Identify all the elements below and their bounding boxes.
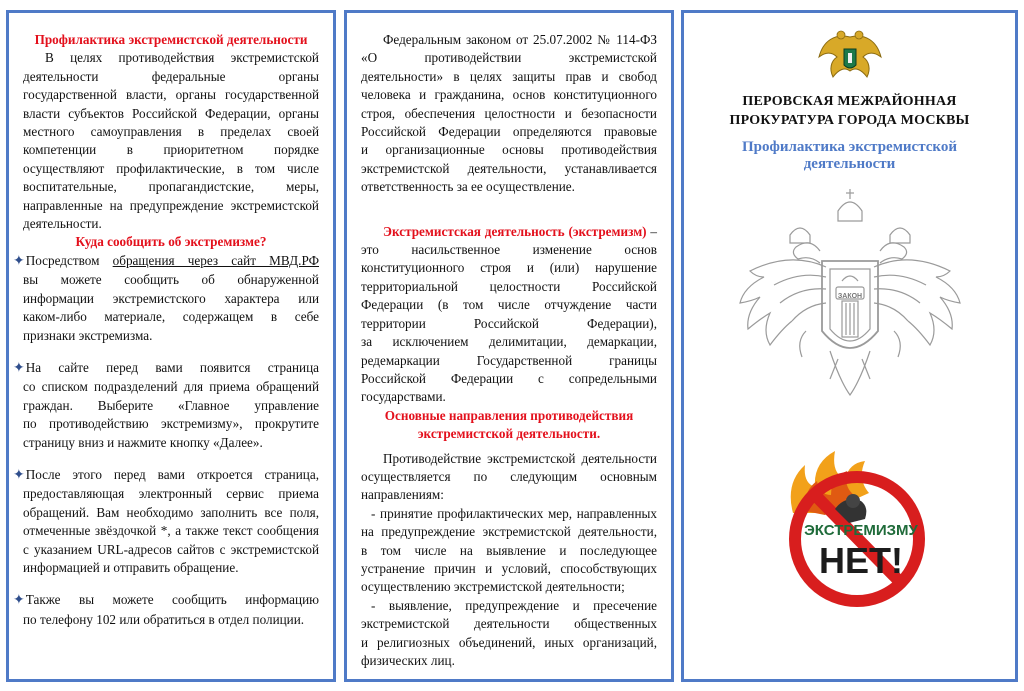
panel-left bbox=[6, 10, 336, 682]
shield-text: ЗАКОН bbox=[837, 293, 862, 300]
bullet-item bbox=[13, 591, 319, 629]
text-line: с указанием URL-адресов сайтов с экстремистской bbox=[23, 541, 319, 557]
text-line: экстремистской деятельности, устанавливается bbox=[361, 160, 657, 176]
text-line: территории Российской Федерации), bbox=[361, 315, 657, 331]
text-line: осуществлению экстремистской деятельности; bbox=[361, 579, 625, 595]
prosecutor-emblem-icon bbox=[815, 27, 885, 85]
text-line: направленные на предупреждение экстремистской bbox=[23, 197, 319, 213]
star-bullet-icon: ✦ bbox=[13, 253, 25, 269]
text-line: страницу вниз и нажмите кнопку «Далее». bbox=[23, 434, 263, 450]
text-line: предоставляющая электронный сервис приема bbox=[23, 486, 319, 502]
no-extremism-logo-icon bbox=[765, 443, 935, 613]
text-span: Посредством bbox=[25, 252, 113, 268]
bullet-item bbox=[13, 359, 319, 452]
text-line: по противодействию экстремизму», прокрутите bbox=[23, 416, 319, 432]
text-line: со списком подразделений для приема обращений bbox=[23, 379, 319, 395]
text-line: «О противодействии экстремистской bbox=[361, 50, 657, 66]
text-line: воспитательные, пропагандистские, меры, bbox=[23, 179, 319, 195]
panel-middle bbox=[344, 10, 674, 682]
star-bullet-icon: ✦ bbox=[13, 360, 25, 376]
law-paragraph bbox=[361, 31, 657, 197]
section-subtitle: Куда сообщить об экстремизме? bbox=[75, 234, 267, 250]
text-line: отмеченные звёздочкой *, а также текст сообщения bbox=[23, 523, 319, 539]
text-line: обращений. Вам необходимо заполнить все поля, bbox=[23, 504, 319, 520]
text-line: признаки экстремизма. bbox=[23, 327, 153, 343]
brochure-title-line-2: деятельности bbox=[803, 156, 896, 172]
text-line: Федерации (в том числе отчуждение части bbox=[361, 297, 657, 313]
logo-word-extremism: ЭКСТРЕМИЗМУ bbox=[803, 522, 918, 539]
text-line: государственной власти, органы государственной bbox=[23, 87, 319, 103]
definition-term: Экстремистская деятельность (экстремизм) bbox=[383, 223, 647, 239]
text-line: вы можете сообщить об обнаруженной bbox=[23, 272, 319, 288]
text-line: осуществляют профилактические, в том числе bbox=[23, 160, 319, 176]
text-line: - выявление, предупреждение и пресечение bbox=[371, 597, 657, 613]
text-line: каком-либо материале, содержащем в себе bbox=[23, 309, 319, 325]
text-line: территориальной целостности Российской bbox=[361, 278, 657, 294]
text-line: В целях противодействия экстремистской bbox=[45, 50, 319, 66]
text-line: местного самоуправления в пределах своей bbox=[23, 124, 319, 140]
text-line: строя, обеспечения целостности и безопасности bbox=[361, 105, 657, 121]
text-line: информации экстремистского характера или bbox=[23, 290, 319, 306]
star-bullet-icon: ✦ bbox=[13, 467, 25, 483]
text-line: физических лиц. bbox=[361, 653, 455, 668]
text-span: После этого перед вами откроется страница, bbox=[25, 466, 319, 482]
brochure-title-line-1: Профилактика экстремистской bbox=[741, 139, 958, 155]
text-line: на предупреждение экстремистской деятельности, bbox=[361, 524, 657, 540]
intro-paragraph bbox=[23, 49, 319, 233]
text-line: компетенции в приоритетном порядке bbox=[23, 142, 319, 158]
bullet-item bbox=[13, 252, 319, 345]
text-span: На сайте перед вами появится страница bbox=[25, 359, 319, 375]
text-line: устранение причин и условий, способствующих bbox=[361, 560, 657, 576]
text-line: и организационные основы противодействия bbox=[361, 142, 657, 158]
text-line: за исключением делимитации, демаркации, bbox=[361, 334, 657, 350]
text-line: конституционного строя и (или) нарушение bbox=[361, 260, 657, 276]
directions-title-line-1: Основные направления противодействия bbox=[384, 407, 634, 423]
text-line: государствами. bbox=[361, 389, 446, 405]
text-line: власти субъектов Российской Федерации, органы bbox=[23, 105, 319, 121]
text-line: направлениям: bbox=[361, 487, 444, 503]
text-line: это насильственное изменение основ bbox=[361, 242, 657, 258]
text-line: информацией и отправить обращение. bbox=[23, 559, 239, 575]
text-line: человека и гражданина, основ конституционного bbox=[361, 87, 657, 103]
text-line: - принятие профилактических мер, направленных bbox=[371, 505, 657, 521]
agency-name-line-1: ПЕРОВСКАЯ МЕЖРАЙОННАЯ bbox=[742, 94, 957, 109]
text-line: и религиозных объединений, иных организаций, bbox=[361, 634, 657, 650]
text-line: экстремистской деятельности общественных bbox=[361, 616, 657, 632]
text-line: Федеральным законом от 25.07.2002 № 114-ФЗ bbox=[383, 32, 657, 47]
agency-name-line-2: ПРОКУРАТУРА ГОРОДА МОСКВЫ bbox=[729, 113, 970, 128]
directions-paragraph bbox=[361, 450, 657, 671]
text-span: – bbox=[646, 223, 657, 239]
panel-title: Профилактика экстремистской деятельности bbox=[34, 32, 308, 47]
logo-word-no: НЕТ! bbox=[818, 540, 903, 581]
text-line: по телефону 102 или обратиться в отдел полиции. bbox=[23, 611, 305, 627]
text-line: деятельности» в целях защиты прав и свобод bbox=[361, 68, 657, 84]
text-line: осуществляется по следующим основным bbox=[361, 468, 657, 484]
mvd-site-link[interactable]: обращения через сайт МВД.РФ bbox=[112, 252, 319, 268]
text-line: Российской Федерации определяются правовые bbox=[361, 124, 657, 140]
text-line: ответственность за ее осуществление. bbox=[361, 179, 575, 195]
panel-right bbox=[681, 10, 1018, 682]
star-bullet-icon: ✦ bbox=[13, 593, 25, 609]
text-line: Противодействие экстремистской деятельности bbox=[383, 450, 657, 466]
text-line: редемаркации Государственной границы bbox=[361, 352, 657, 368]
eagle-emblem-outline-icon bbox=[730, 181, 970, 421]
text-span: Также вы можете сообщить информацию bbox=[25, 592, 319, 608]
text-line: в том числе на выявление и последующее bbox=[361, 542, 657, 558]
directions-title-line-2: экстремистской деятельности. bbox=[417, 426, 601, 442]
text-line: деятельности федеральные органы bbox=[23, 68, 319, 84]
text-line: граждан. Выберите «Главное управление bbox=[23, 397, 319, 413]
bullet-item bbox=[13, 466, 319, 577]
text-line: Российской Федерации с сопредельными bbox=[361, 370, 657, 386]
text-line: деятельности. bbox=[23, 216, 102, 232]
definition-paragraph bbox=[361, 223, 657, 407]
